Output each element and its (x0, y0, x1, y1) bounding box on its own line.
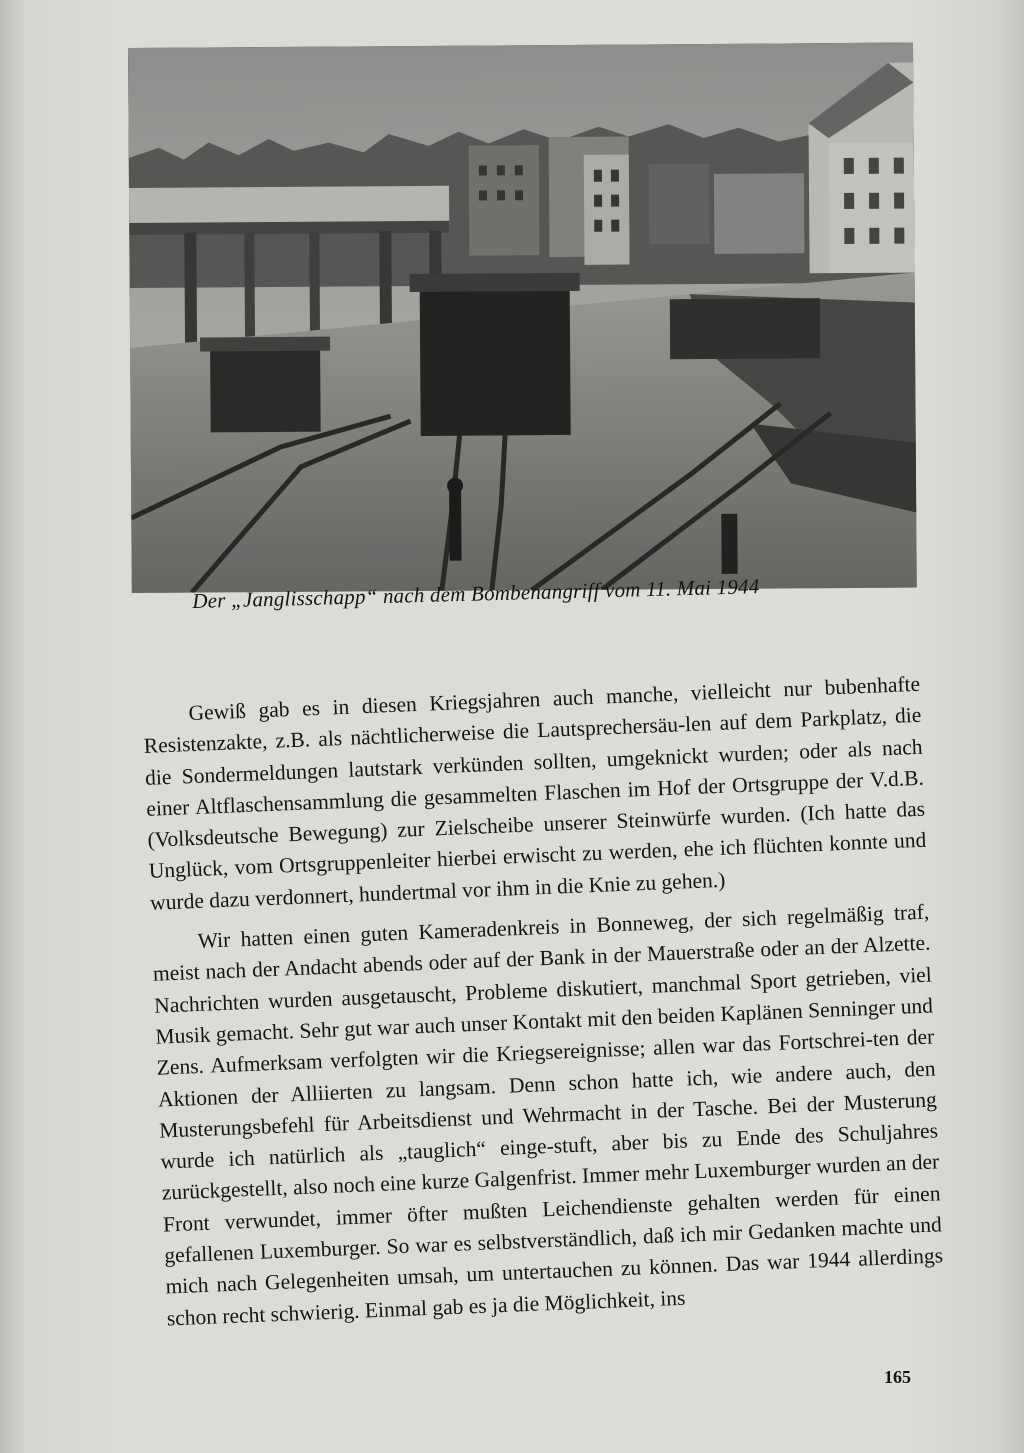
photo-caption: Der „Janglisschapp“ nach dem Bombenangriff vom 11. Mai 1944 (192, 574, 760, 613)
railway-yard-photo (128, 43, 917, 593)
body-text (142, 669, 945, 1335)
page-number: 165 (884, 1367, 911, 1387)
paragraph: Gewiß gab es in diesen Kriegsjahren auch manche, vielleicht nur bubenhafte Resistenzakte, z.B. als nächtlicherweise die Lautsprechersäu-len auf dem Parkplatz, die die Sondermeldungen lautstark verkünden sollten, umgeknickt wurden; oder als nach einer Altflaschensammlung die gesammelten Flaschen im Hof der Ortsgruppe der V.d.B. (Volksdeutsche Bewegung) zur Zielscheibe unserer Steinwürfe wurden. (Ich hatte das Unglück, vom Ortsgruppenleiter hierbei erwischt zu werden, ehe ich flüchten konnte und wurde dazu verdonnert, hundertmal vor ihm in die Knie zu gehen.) (143, 671, 927, 915)
paragraph: Wir hatten einen guten Kameradenkreis in Bonneweg, der sich regelmäßig traf, meist nach der Andacht abends oder auf der Bank in der Mauerstraße oder an der Alzette. Nachrichten wurden ausgetauscht, Probleme diskutiert, manchmal Sport getrieben, viel Musik gemacht. Sehr gut war auch unser Kontakt mit den beiden Kaplänen Senninger und Zens. Aufmerksam verfolgten wir die Kriegsereignisse; allen war das Fortschrei-ten der Aktionen der Alliierten zu langsam. Denn schon hatte ich, wie andere auch, den Musterungsbefehl für Arbeitsdienst und Wehrmacht in der Tasche. Bei der Musterung wurde ich natürlich als „tauglich“ einge-stuft, aber bis zu Ende des Schuljahres zurückgestellt, also noch eine kurze Galgenfrist. Immer mehr Luxemburger wurden an der Front verwundet, immer öfter mußten Leichendienste gehalten werden für einen gefallenen Luxemburger. So war es selbstverständlich, daß ich mir Gedanken machte und mich nach Gelegenheiten umsah, um untertauchen zu können. Das war 1944 allerdings schon recht schwierig. Einmal gab es ja die Möglichkeit, ins (152, 899, 944, 1331)
